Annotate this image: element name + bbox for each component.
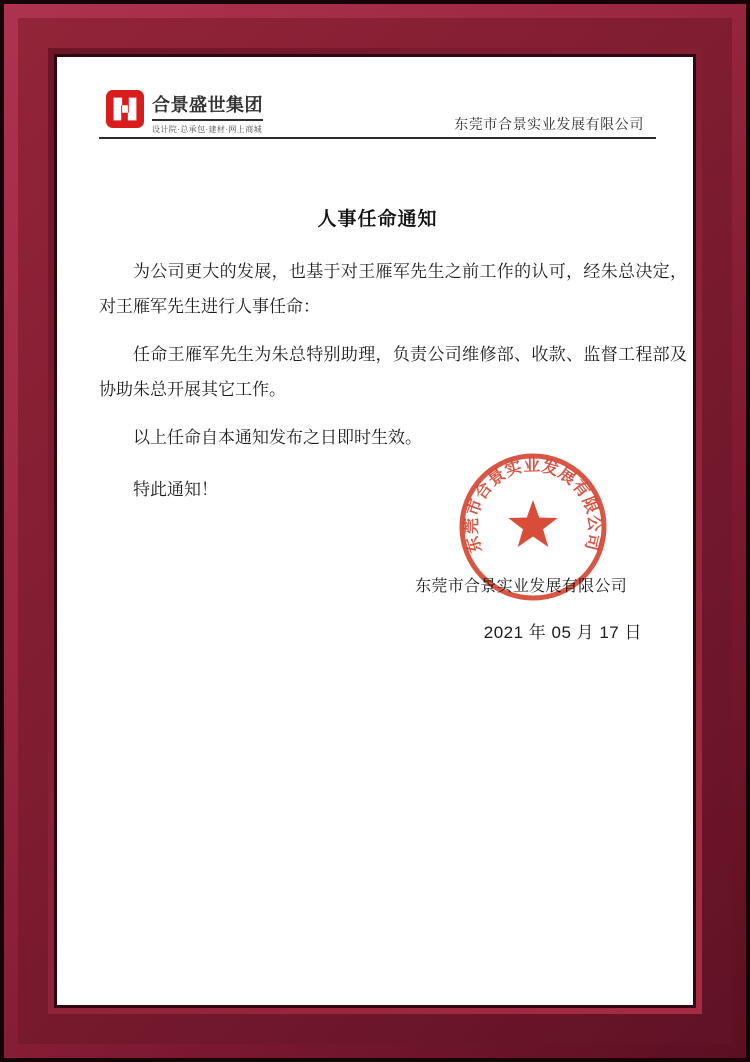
document-title: 人事任命通知 <box>317 209 438 230</box>
paragraph-appointment: 任命王雁军先生为朱总特别助理，负责公司维修部、收款、监督工程部及协助朱总开展其它工作。 <box>99 345 687 399</box>
frame-lip <box>54 54 696 1008</box>
paragraph-notice: 特此通知！ <box>133 480 218 499</box>
seal-ring-text: 东莞市合景实业发展有限公司 <box>462 456 604 556</box>
frame-inner-bevel <box>48 48 702 1014</box>
letterhead-company-name: 东莞市合景实业发展有限公司 <box>454 116 644 132</box>
letterhead-rule <box>99 137 656 139</box>
frame-outer-bevel <box>4 4 746 1058</box>
signature-date: 2021 年 05 月 17 日 <box>483 623 642 642</box>
paragraph-intro: 为公司更大的发展，也基于对王雁军先生之前工作的认可，经朱总决定，对王雁军先生进行人事任命： <box>99 262 687 316</box>
frame-body <box>18 18 732 1044</box>
document-body <box>99 254 687 520</box>
logo-name: 合景盛世集团 <box>152 91 263 121</box>
logo-tagline: 设计院·总承包·建材·网上商城 <box>152 125 262 134</box>
document-paper <box>57 57 693 1005</box>
paragraph-effective: 以上任命自本通知发布之日即时生效。 <box>133 428 422 447</box>
signature-company-name: 东莞市合景实业发展有限公司 <box>415 578 627 595</box>
